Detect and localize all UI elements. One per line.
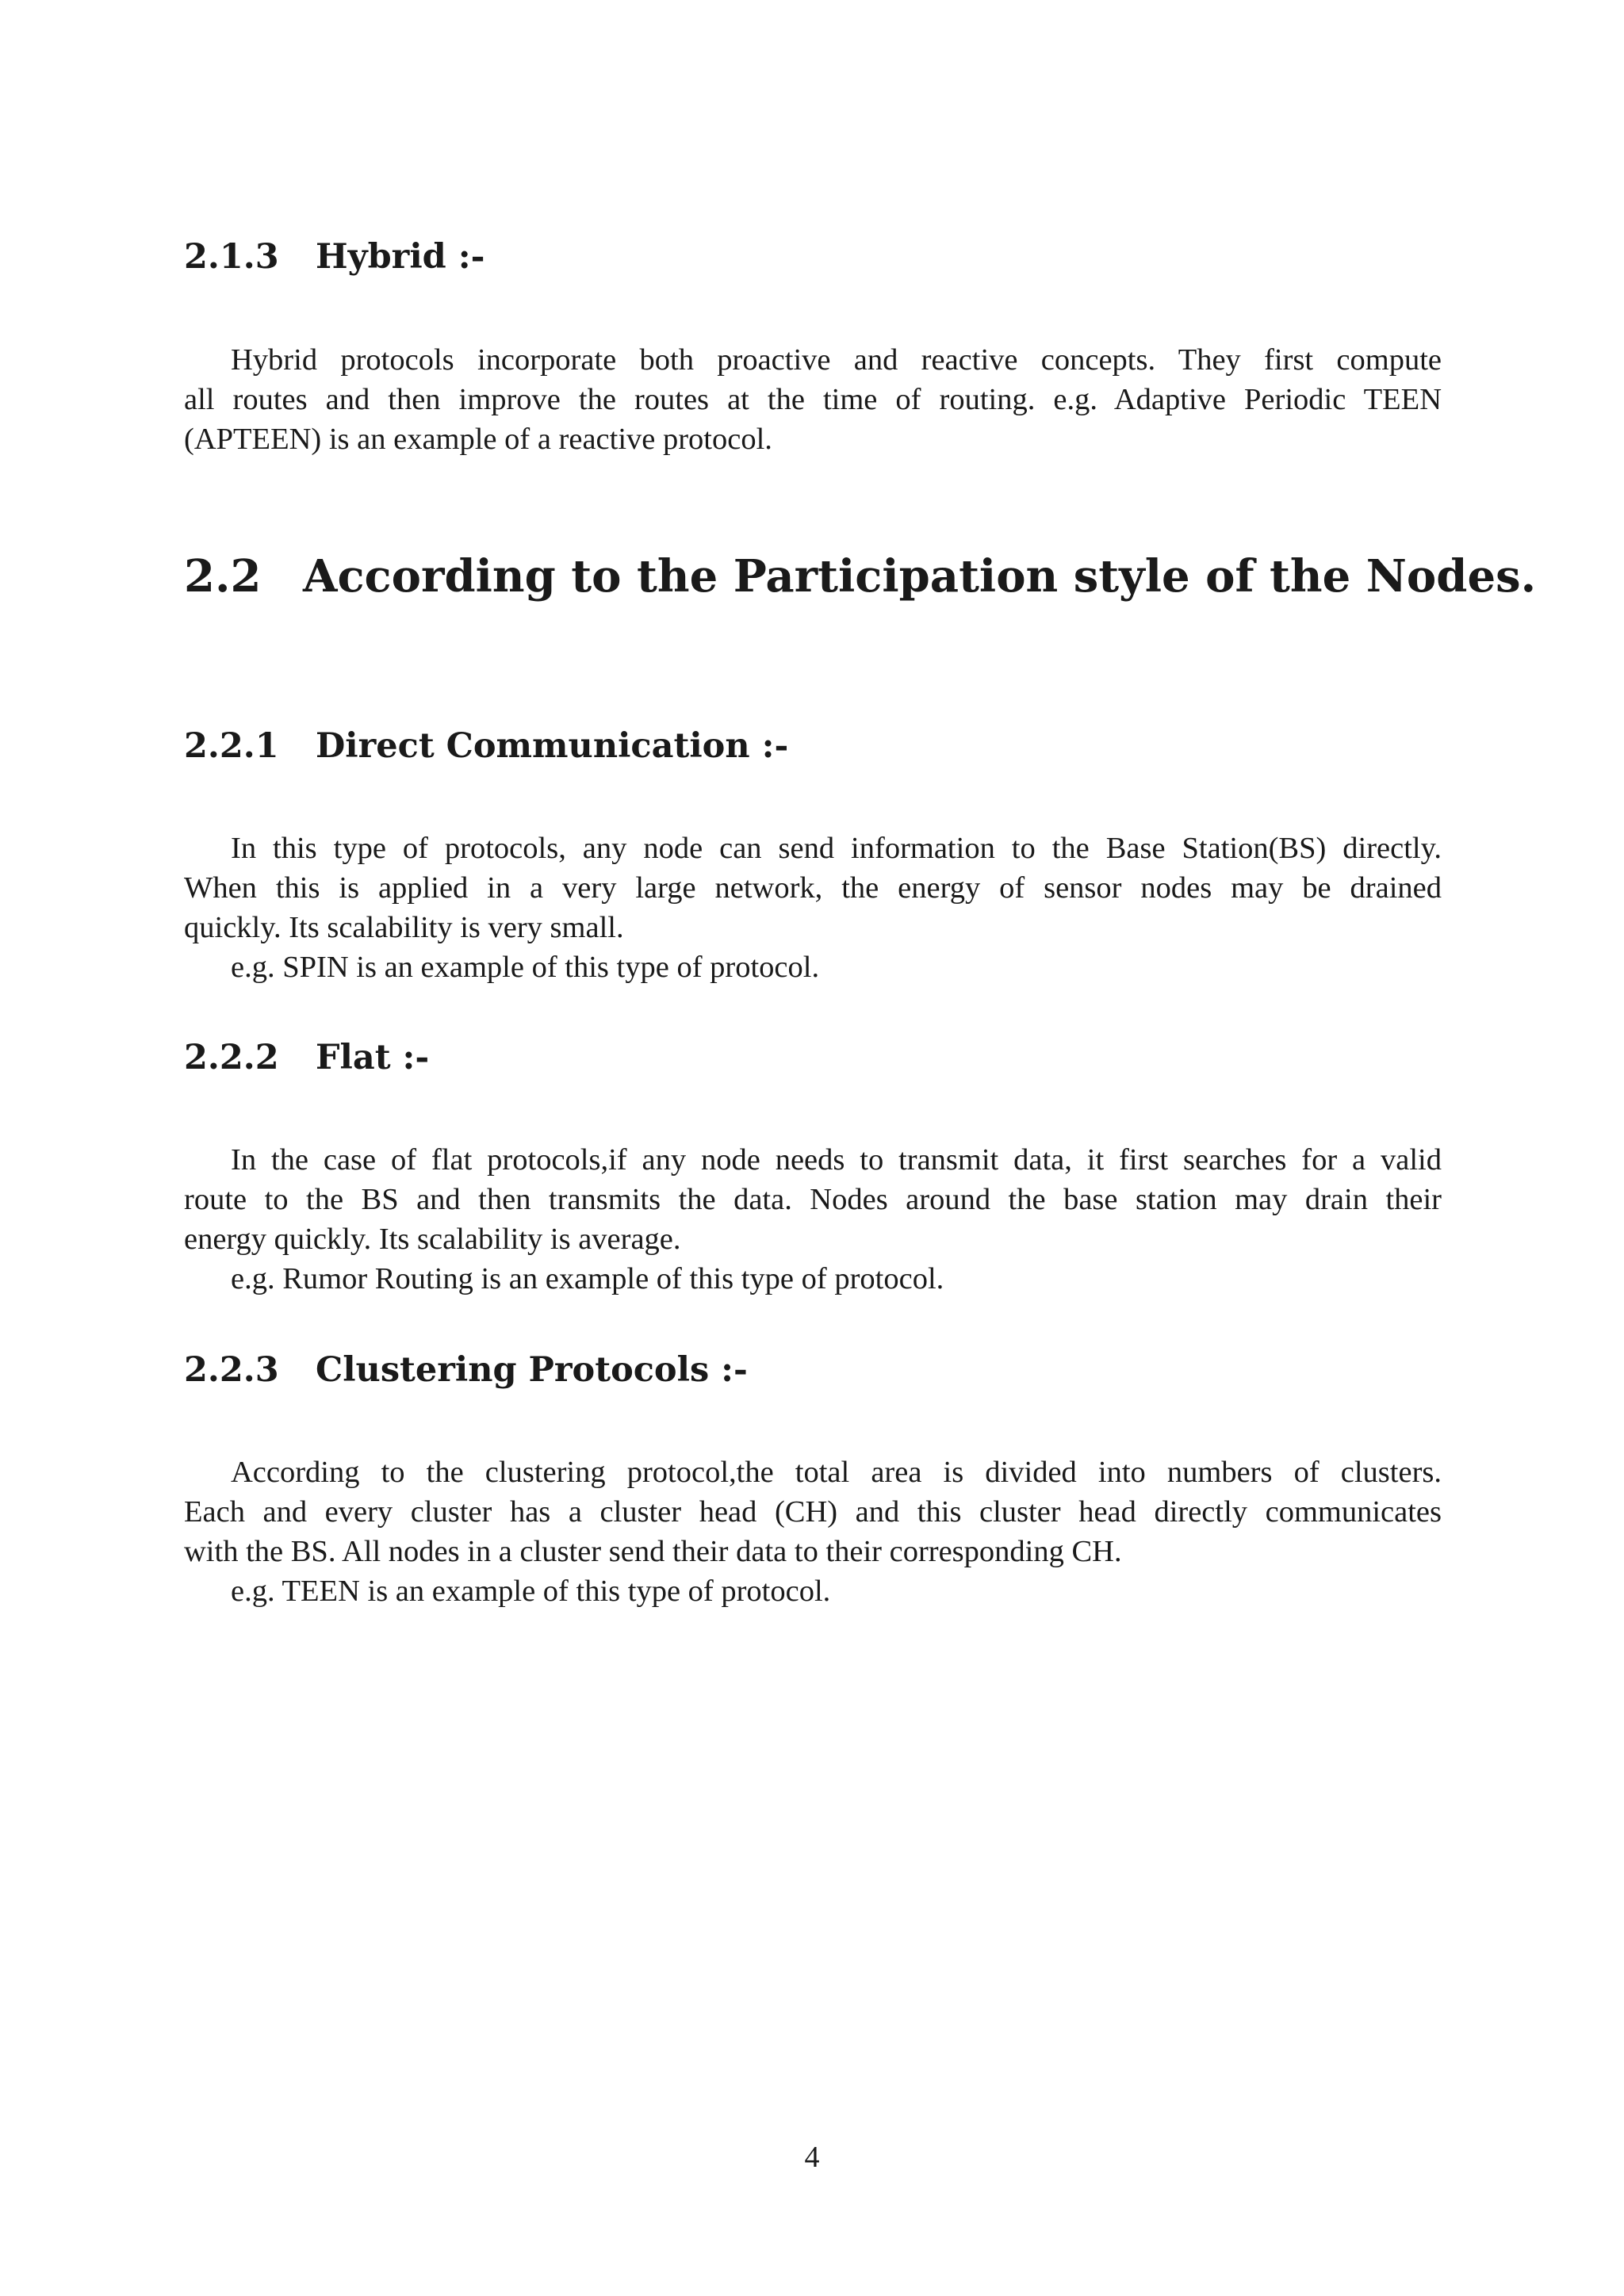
- paragraph-line: with the BS. All nodes in a cluster send their data to their corresponding CH.: [184, 1535, 1122, 1568]
- paragraph-direct-communication: [184, 828, 1442, 987]
- subsection-heading-flat: [184, 1035, 429, 1080]
- paragraph-line: Each and every cluster has a cluster head (CH) and this cluster head directly communicates: [184, 1495, 1442, 1529]
- paragraph-line: (APTEEN) is an example of a reactive protocol.: [184, 423, 772, 456]
- paragraph-line: energy quickly. Its scalability is average.: [184, 1223, 681, 1256]
- paragraph-line: In this type of protocols, any node can send information to the Base Station(BS) directly.: [231, 832, 1442, 865]
- paragraph-line: In the case of flat protocols,if any node needs to transmit data, it first searches for a valid: [231, 1143, 1442, 1177]
- subsection-heading-clustering-protocols: [184, 1348, 748, 1392]
- section-title: According to the Participation style of the Nodes.: [303, 550, 1537, 603]
- subsection-number: 2.2.1: [184, 726, 279, 766]
- section-heading-participation: [184, 548, 1536, 605]
- subsection-heading-hybrid: [184, 235, 485, 279]
- subsection-title: Direct Communication :-: [316, 726, 789, 766]
- subsection-number: 2.2.2: [184, 1038, 279, 1077]
- paragraph-clustering-protocols: [184, 1452, 1442, 1611]
- subsection-number: 2.1.3: [184, 237, 279, 277]
- subsection-title: Hybrid :-: [316, 237, 485, 277]
- subsection-title: Flat :-: [316, 1038, 430, 1077]
- paragraph-line: quickly. Its scalability is very small.: [184, 911, 624, 944]
- section-number: 2.2: [184, 550, 262, 603]
- paragraph-line: According to the clustering protocol,the total area is divided into numbers of clusters.: [231, 1456, 1442, 1489]
- paragraph-line: Hybrid protocols incorporate both proactive and reactive concepts. They first compute: [231, 343, 1442, 377]
- paragraph-line: route to the BS and then transmits the data. Nodes around the base station may drain their: [184, 1183, 1442, 1216]
- paragraph-line: e.g. SPIN is an example of this type of protocol.: [231, 951, 820, 984]
- subsection-heading-direct-communication: [184, 724, 788, 768]
- paragraph-line: e.g. TEEN is an example of this type of protocol.: [231, 1575, 831, 1608]
- paragraph-line: When this is applied in a very large network, the energy of sensor nodes may be drained: [184, 871, 1442, 905]
- paragraph-line: all routes and then improve the routes at the time of routing. e.g. Adaptive Periodic TEEN: [184, 383, 1442, 416]
- subsection-title: Clustering Protocols :-: [316, 1350, 748, 1390]
- paragraph-hybrid: [184, 340, 1442, 459]
- page-number: 4: [804, 2141, 820, 2174]
- paragraph-line: e.g. Rumor Routing is an example of this type of protocol.: [231, 1262, 944, 1295]
- subsection-number: 2.2.3: [184, 1350, 279, 1390]
- paragraph-flat: [184, 1140, 1442, 1299]
